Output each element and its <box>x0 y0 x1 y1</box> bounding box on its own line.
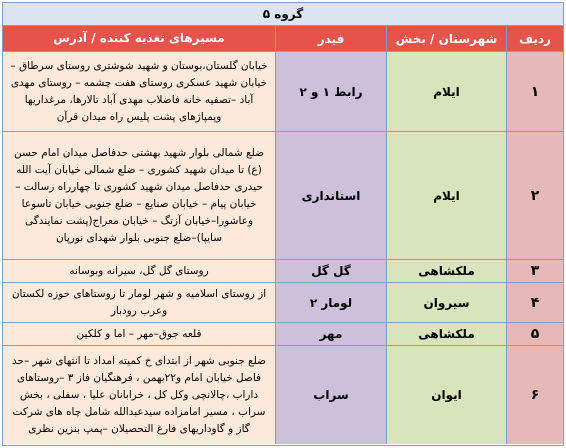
row-routes: ضلع شمالی بلوار شهید بهشتی حدفاصل میدان امام حسن (ع) تا میدان شهید کشوری – ضلع شمالی خیابان آیت الله حیدری حدفاصل میدان شهید کشوری تا چهارراه رسالت – خیابان پیام – خیابان صنایع – ضلع جنوبی خیابان تاسوعا وعاشورا–خیابان آزتگ – خیابان معراج(پشت نمایندگی سایپا)–ضلع جنوبی بلوار شهدای نورپان <box>3 132 275 259</box>
row-routes: روستای گل گل، سیرانه وبوسانه <box>3 260 275 282</box>
table-row <box>3 283 563 323</box>
row-city: ملکشاهی <box>418 327 475 341</box>
row-feeder: لومار ۲ <box>309 295 353 310</box>
row-index: ۲ <box>530 187 540 204</box>
row-index: ۶ <box>530 387 540 403</box>
table-row <box>3 323 563 346</box>
row-index: ۴ <box>530 294 540 311</box>
row-city: ایوان <box>431 388 462 402</box>
row-routes: ضلع جنوبی شهر از ابتدای خ کمیته امداد تا انتهای شهر –حد فاصل خیابان امام و۲۲بهمن ، فرهنگیان فاز ۳ –روستاهای داراب ،چالانچی وکل کل ، خرابانان علیا ، سفلی ، بخش سراب ، مسیر امامزاده سیدعبدالله شامل چاه های شرکت گاز و گاوداریهای فارغ التحصیلان –پمپ بنزین نظری <box>3 346 275 444</box>
row-routes: خیابان گلستان،بوستان و شهید شوشتری روستای سرطاق –خیابان شهید عسکری روستای هفت چشمه – روستای مهدی آباد –تصفیه خانه فاضلاب مهدی آباد تالارها، مرغداریها وپمپاژهای پشت پلیس راه میدان قرآن <box>3 52 275 131</box>
table-row <box>3 260 563 283</box>
row-routes: قلعه جوق–مهر – اما و کلکین <box>3 323 275 345</box>
row-city: ایلام <box>433 188 460 203</box>
row-feeder: گل گل <box>311 264 351 278</box>
header-feeder: فیدر <box>275 26 386 51</box>
row-city: ایلام <box>433 84 460 99</box>
feeder-table <box>2 2 564 446</box>
row-city: ملکشاهی <box>418 264 475 278</box>
row-routes: از روستای اسلامیه و شهر لومار تا روستاهای حوزه لکستان وعرب رودبار <box>3 283 275 322</box>
row-index: ۳ <box>530 263 540 279</box>
table-row <box>3 132 563 260</box>
header-routes: مسیرهای تغذیه کننده / آدرس <box>3 26 275 51</box>
row-feeder: استانداری <box>301 188 361 203</box>
header-city: شهرستان / بخش <box>386 26 506 51</box>
table-title: گروه ۵ <box>3 3 563 26</box>
header-row <box>3 26 563 52</box>
row-city: سیروان <box>423 295 470 310</box>
row-feeder: مهر <box>319 327 343 341</box>
header-index: ردیف <box>506 26 563 51</box>
row-feeder: سراب <box>313 388 349 402</box>
table-row <box>3 52 563 132</box>
table-row <box>3 346 563 444</box>
row-index: ۵ <box>530 326 540 342</box>
row-index: ۱ <box>530 83 540 100</box>
row-feeder: رابط ۱ و ۲ <box>299 84 363 99</box>
